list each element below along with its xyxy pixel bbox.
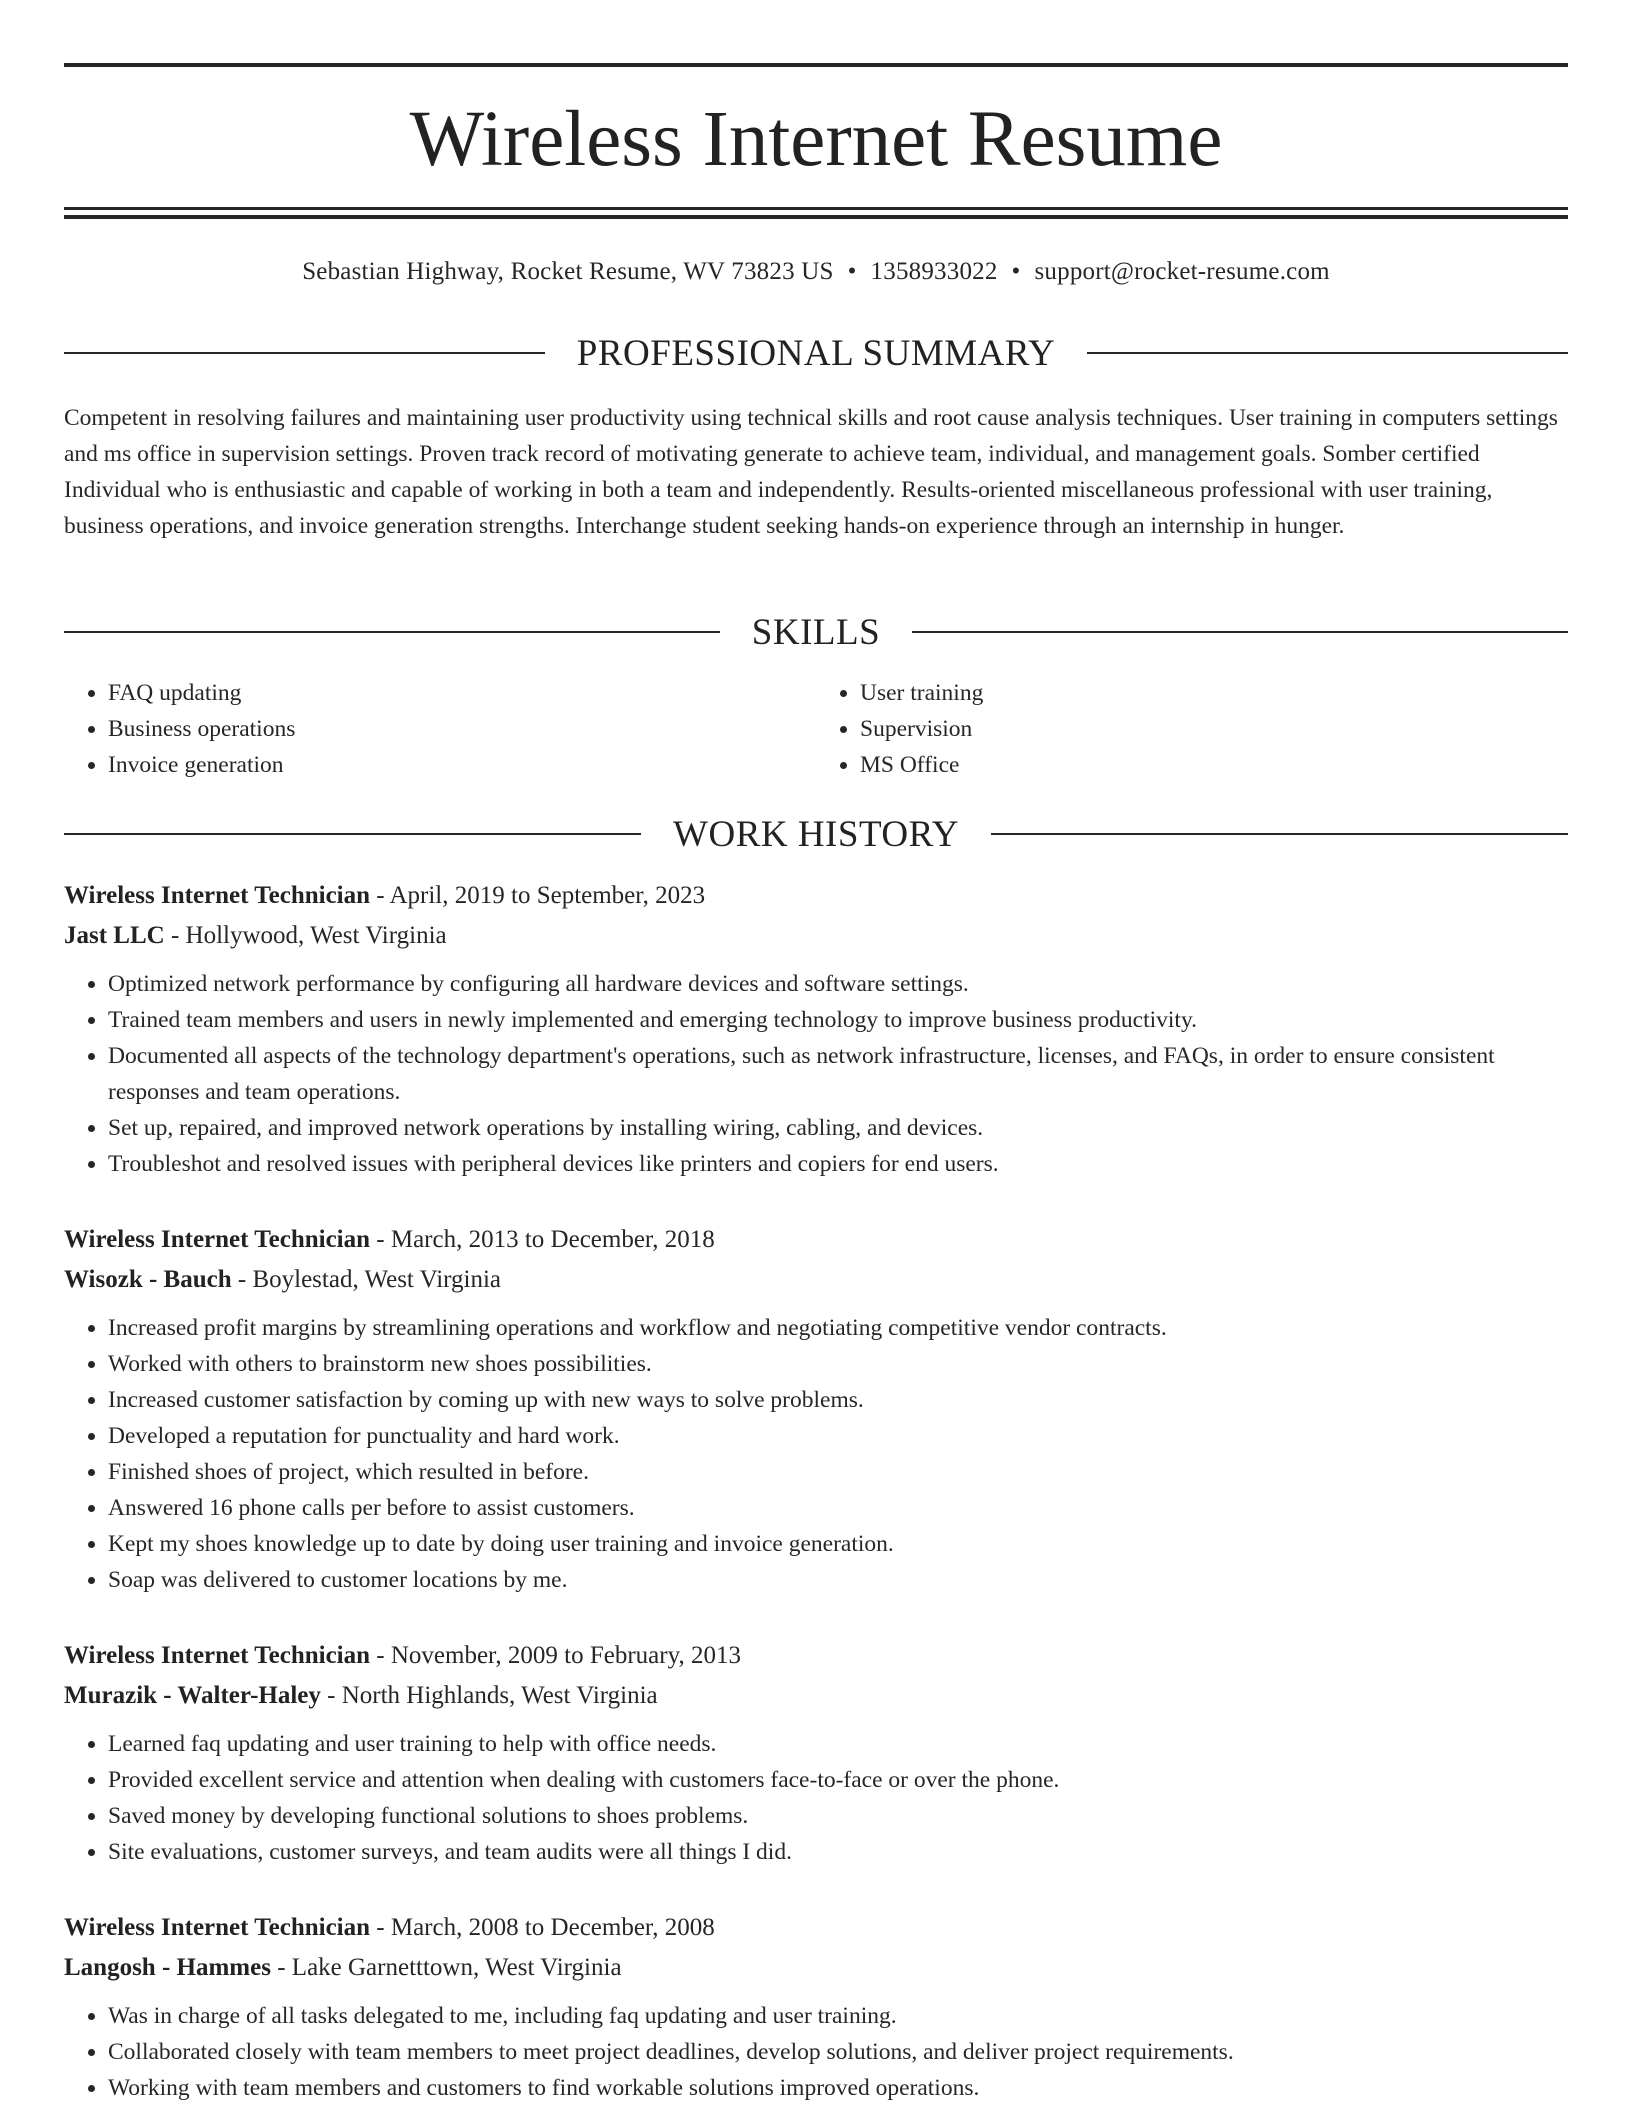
job-bullet: • Troubleshot and resolved issues with peripheral devices like printers and copiers for end users.	[108, 1146, 1568, 1182]
skills-column-left	[64, 675, 816, 783]
job-title-line	[64, 1638, 1568, 1674]
heading-rule-left	[64, 833, 641, 835]
skill-item: • FAQ updating	[108, 675, 816, 711]
job-bullets	[64, 1310, 1568, 1598]
job-dates: - March, 2013 to December, 2018	[370, 1226, 715, 1253]
resume-title: Wireless Internet Resume	[409, 96, 1223, 183]
job-title: Wireless Internet Technician	[64, 882, 371, 909]
job-dates: - March, 2008 to December, 2008	[370, 1914, 715, 1941]
heading-rule-left	[64, 631, 720, 633]
skill-item: • User training	[860, 675, 1568, 711]
job-bullets	[64, 1726, 1568, 1870]
job-bullet: • Kept my shoes knowledge up to date by doing user training and invoice generation.	[108, 1526, 1568, 1562]
job-company-line	[64, 918, 1568, 954]
work-heading-label: WORK HISTORY	[673, 813, 959, 855]
title-rule-lower	[64, 215, 1568, 219]
job-bullet: • Increased profit margins by streamlining operations and workflow and negotiating competitive vendor contracts.	[108, 1310, 1568, 1346]
job-company: Murazik - Walter-Haley	[64, 1682, 321, 1709]
skills-column-right	[816, 675, 1568, 783]
work-heading	[64, 812, 1568, 856]
skill-item: • Invoice generation	[108, 747, 816, 783]
job-bullet: • Learned faq updating and user training to help with office needs.	[108, 1726, 1568, 1762]
heading-rule-right	[1087, 352, 1568, 354]
contact-separator: •	[1011, 258, 1021, 285]
job-title-line	[64, 878, 1568, 914]
job-title-line	[64, 1222, 1568, 1258]
job-title-line	[64, 1910, 1568, 1946]
job-bullet: • Developed a reputation for punctuality and hard work.	[108, 1418, 1568, 1454]
contact-phone: 1358933022	[870, 258, 998, 285]
job-entry	[64, 1222, 1568, 1598]
job-bullet: • Soap was delivered to customer locations by me.	[108, 1562, 1568, 1598]
summary-heading-label: PROFESSIONAL SUMMARY	[576, 332, 1056, 374]
skills-heading	[64, 610, 1568, 654]
job-bullets	[64, 1998, 1568, 2106]
job-company: Jast LLC	[64, 922, 165, 949]
job-bullet: • Optimized network performance by configuring all hardware devices and software settings.	[108, 966, 1568, 1002]
job-company: Wisozk - Bauch	[64, 1266, 232, 1293]
job-bullet: • Was in charge of all tasks delegated to me, including faq updating and user training.	[108, 1998, 1568, 2034]
top-rule	[64, 63, 1568, 67]
heading-rule-right	[991, 833, 1568, 835]
skills-list	[64, 675, 1568, 783]
title-rule-upper	[64, 207, 1568, 210]
job-bullet: • Set up, repaired, and improved network operations by installing wiring, cabling, and devices.	[108, 1110, 1568, 1146]
job-company-line	[64, 1678, 1568, 1714]
contact-address: Sebastian Highway, Rocket Resume, WV 73823 US	[302, 258, 834, 285]
job-entry	[64, 878, 1568, 1182]
contact-line	[64, 254, 1568, 290]
job-company-line	[64, 1950, 1568, 1986]
job-title: Wireless Internet Technician	[64, 1914, 371, 1941]
job-bullet: • Saved money by developing functional solutions to shoes problems.	[108, 1798, 1568, 1834]
job-bullet: • Collaborated closely with team members to meet project deadlines, develop solutions, and deliver project requirements.	[108, 2034, 1568, 2070]
job-bullet: • Answered 16 phone calls per before to assist customers.	[108, 1490, 1568, 1526]
job-dates: - April, 2019 to September, 2023	[370, 882, 706, 909]
job-bullet: • Site evaluations, customer surveys, and team audits were all things I did.	[108, 1834, 1568, 1870]
job-location: - Boylestad, West Virginia	[231, 1266, 502, 1293]
job-bullets	[64, 966, 1568, 1182]
job-location: - Hollywood, West Virginia	[164, 922, 447, 949]
job-bullet: • Worked with others to brainstorm new shoes possibilities.	[108, 1346, 1568, 1382]
job-bullet: • Increased customer satisfaction by coming up with new ways to solve problems.	[108, 1382, 1568, 1418]
job-entry	[64, 1910, 1568, 2106]
job-bullet: • Finished shoes of project, which resulted in before.	[108, 1454, 1568, 1490]
skills-heading-label: SKILLS	[751, 611, 881, 653]
job-company-line	[64, 1262, 1568, 1298]
job-title: Wireless Internet Technician	[64, 1642, 371, 1669]
job-bullet: • Provided excellent service and attention when dealing with customers face-to-face or over the phone.	[108, 1762, 1568, 1798]
summary-text: Competent in resolving failures and maintaining user productivity using technical skills and root cause analysis techniques. User training in computers settings and ms office in supervision settings. Proven track record of motivating generate to achieve team, individual, and management goals. Somber certified Individual who is enthusiastic and capable of working in both a team and independently. Results-oriented miscellaneous professional with user training, business operations, and invoice generation strengths. Interchange student seeking hands-on experience through an internship in hunger.	[64, 405, 1558, 539]
summary-heading	[64, 331, 1568, 375]
job-location: - North Highlands, West Virginia	[320, 1682, 658, 1709]
job-bullet: • Working with team members and customers to find workable solutions improved operations.	[108, 2070, 1568, 2106]
heading-rule-right	[912, 631, 1568, 633]
job-location: - Lake Garnetttown, West Virginia	[270, 1954, 622, 1981]
job-title: Wireless Internet Technician	[64, 1226, 371, 1253]
job-dates: - November, 2009 to February, 2013	[370, 1642, 741, 1669]
heading-rule-left	[64, 352, 545, 354]
job-company: Langosh - Hammes	[64, 1954, 271, 1981]
skill-item: • Supervision	[860, 711, 1568, 747]
contact-separator: •	[847, 258, 857, 285]
contact-email: support@rocket-resume.com	[1034, 258, 1330, 285]
skill-item: • Business operations	[108, 711, 816, 747]
job-bullet: • Trained team members and users in newly implemented and emerging technology to improve business productivity.	[108, 1002, 1568, 1038]
skill-item: • MS Office	[860, 747, 1568, 783]
job-bullet: • Documented all aspects of the technology department's operations, such as network infrastructure, licenses, and FAQs, in order to ensure consistent responses and team operations.	[108, 1038, 1568, 1110]
job-entry	[64, 1638, 1568, 1870]
